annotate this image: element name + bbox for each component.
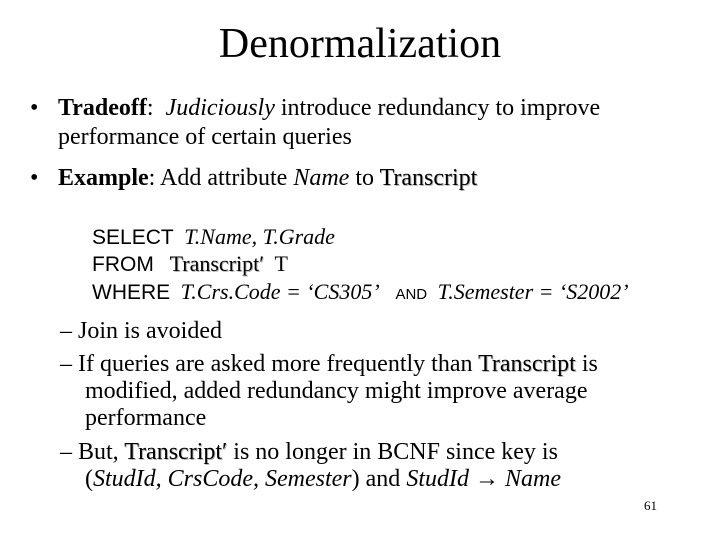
example-text-2: to xyxy=(349,165,380,191)
point-bcnf-line-2 xyxy=(85,466,561,493)
point-frequency-transcript: Transcript xyxy=(478,351,576,377)
sql-select-keyword: SELECT xyxy=(92,226,174,249)
tradeoff-italic: Judiciously xyxy=(165,95,275,121)
sql-from-prime: ′ xyxy=(259,251,265,276)
point-frequency-text-b: is xyxy=(575,351,598,377)
example-name: Name xyxy=(293,165,350,191)
sql-select-line xyxy=(92,224,335,251)
arrow-icon: → xyxy=(468,466,505,492)
example-transcript: Transcript xyxy=(379,165,478,191)
sql-where-cond-1: T.Crs.Code = ‘CS305’ xyxy=(180,279,380,304)
page-number: 61 xyxy=(644,498,657,513)
point-bcnf-prime: ′ xyxy=(222,439,228,465)
sql-and-keyword: AND xyxy=(395,286,428,303)
bullet-example xyxy=(30,164,477,192)
studid-term: StudId xyxy=(406,466,469,492)
point-frequency-line-3: performance xyxy=(85,405,207,431)
sql-from-keyword: FROM xyxy=(92,253,154,276)
bullet-icon: • xyxy=(30,165,39,191)
sql-from-line xyxy=(92,251,288,278)
open-paren: ( xyxy=(85,466,93,492)
example-label: Example xyxy=(58,165,149,191)
example-text-1: : Add attribute xyxy=(148,165,294,191)
point-frequency-text-a: – If queries are asked more frequently than xyxy=(60,351,479,377)
point-bcnf xyxy=(60,439,558,466)
point-frequency-line-2: modified, added redundancy might improve average xyxy=(85,378,588,404)
sql-from-alias: T xyxy=(274,251,288,276)
sql-where-line xyxy=(92,279,629,308)
tradeoff-text-1: introduce redundancy to improve xyxy=(274,95,601,121)
sql-select-expr: T.Name, T.Grade xyxy=(184,224,335,249)
colon: : xyxy=(146,95,154,121)
point-join-avoided: – Join is avoided xyxy=(60,318,222,344)
point-bcnf-transcript: Transcript xyxy=(124,439,223,465)
sql-from-table: Transcript xyxy=(169,251,260,276)
tradeoff-label: Tradeoff xyxy=(58,95,147,121)
bullet-tradeoff xyxy=(30,94,600,122)
point-bcnf-text-b: is no longer in BCNF since key is xyxy=(227,439,558,465)
tradeoff-text-2: performance of certain queries xyxy=(58,124,352,150)
name-term: Name xyxy=(504,466,561,492)
key-attributes: StudId, CrsCode, Semester xyxy=(93,466,352,492)
point-frequency xyxy=(60,351,598,378)
bullet-icon: • xyxy=(30,95,39,121)
sql-where-keyword: WHERE xyxy=(92,281,171,304)
point-bcnf-mid: ) and xyxy=(351,466,407,492)
point-bcnf-text-a: – But, xyxy=(60,439,125,465)
sql-where-cond-2: T.Semester = ‘S2002’ xyxy=(437,279,629,304)
slide-title: Denormalization xyxy=(218,21,502,67)
